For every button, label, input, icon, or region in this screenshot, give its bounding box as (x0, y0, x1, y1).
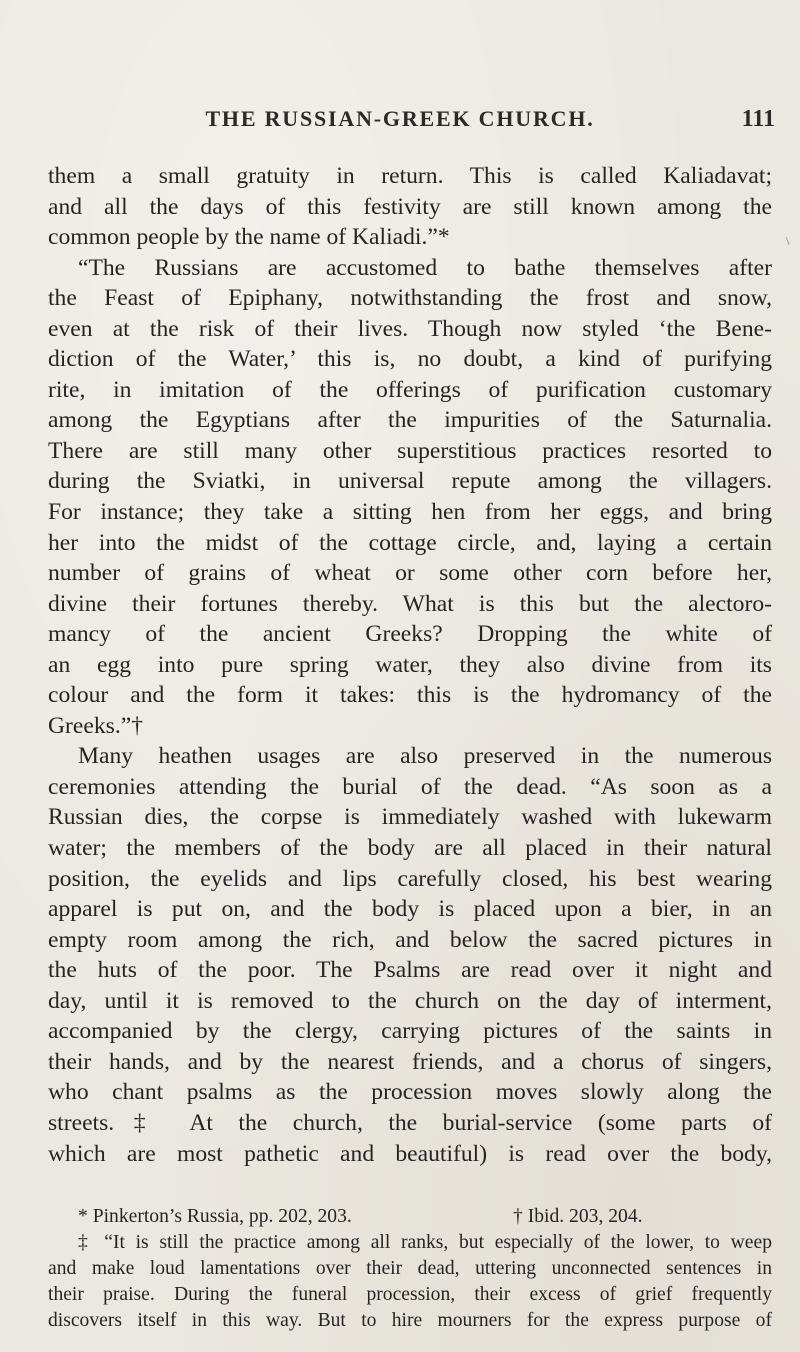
text-line: “The Russians are accustomed to bathe themselves after (78, 254, 772, 281)
text-line: common people by the name of Kaliadi.”* (48, 224, 450, 251)
text-line: streets.‡ At the church, the burial-service (some parts of (48, 1109, 772, 1136)
text-line: Many heathen usages are also preserved in the numerous (78, 743, 772, 770)
text-line: even at the risk of their lives. Though now styled ‘the Bene- (48, 315, 772, 342)
text-line: them a small gratuity in return. This is called Kaliadavat; (48, 163, 772, 189)
footnote-ddagger-line: their praise. During the funeral procession, their excess of grief frequently (48, 1283, 772, 1305)
footnote-star: * Pinkerton’s Russia, pp. 202, 203. (78, 1206, 352, 1227)
text-line: day, until it is removed to the church on the day of interment, (48, 987, 772, 1014)
text-line: There are still many other superstitious practices resorted to (48, 437, 772, 464)
footnote-dagger: † Ibid. 203, 204. (513, 1206, 643, 1227)
text-line: her into the midst of the cottage circle, and, laying a certain (48, 529, 772, 556)
text-line: and all the days of this festivity are still known among the (48, 193, 772, 220)
footnote-ddagger-line: ‡ “It is still the practice among all ranks, but especially of the lower, to weep (78, 1231, 772, 1253)
text-line: among the Egyptians after the impurities of the Saturnalia. (48, 407, 772, 434)
text-line: the Feast of Epiphany, notwithstanding the frost and snow, (48, 285, 772, 312)
text-line: their hands, and by the nearest friends, and a chorus of singers, (48, 1048, 772, 1075)
text-line: Greeks.”† (48, 712, 143, 739)
text-line: accompanied by the clergy, carrying pictures of the saints in (48, 1018, 772, 1045)
text-line: colour and the form it takes: this is the hydromancy of the (48, 682, 772, 709)
text-line: ceremonies attending the burial of the dead. “As soon as a (48, 773, 772, 800)
text-line: an egg into pure spring water, they also divine from its (48, 651, 772, 678)
main-text (48, 161, 772, 1169)
paper-mark (786, 235, 795, 245)
text-line: the huts of the poor. The Psalms are read over it night and (48, 957, 772, 984)
text-line: divine their fortunes thereby. What is this but the alectoro- (48, 590, 772, 617)
text-line: who chant psalms as the procession moves slowly along the (48, 1079, 772, 1106)
running-title: THE RUSSIAN-GREEK CHURCH. (205, 106, 595, 131)
page-number: 111 (741, 106, 775, 132)
footnotes (48, 1204, 772, 1333)
text-line: number of grains of wheat or some other corn before her, (48, 560, 772, 587)
text-line: mancy of the ancient Greeks? Dropping the white of (48, 621, 772, 648)
text-line: Russian dies, the corpse is immediately washed with lukewarm (48, 804, 772, 831)
page-header (0, 106, 800, 140)
footnote-row (48, 1204, 772, 1230)
text-line: apparel is put on, and the body is placed upon a bier, in an (48, 896, 772, 923)
text-line: For instance; they take a sitting hen from her eggs, and bring (48, 499, 772, 526)
footnote-ddagger-line: and make loud lamentations over their dead, uttering unconnected sentences in (48, 1257, 772, 1279)
text-line: during the Sviatki, in universal repute among the villagers. (48, 468, 772, 495)
text-line: position, the eyelids and lips carefully closed, his best wearing (48, 865, 772, 892)
text-line: water; the members of the body are all placed in their natural (48, 835, 772, 862)
text-line: diction of the Water,’ this is, no doubt, a kind of purifying (48, 346, 772, 373)
text-line: rite, in imitation of the offerings of purification customary (48, 376, 772, 403)
text-line: empty room among the rich, and below the sacred pictures in (48, 926, 772, 953)
footnote-ddagger-line: discovers itself in this way. But to hire mourners for the express purpose of (48, 1309, 772, 1331)
text-line: which are most pathetic and beautiful) is read over the body, (48, 1140, 772, 1167)
